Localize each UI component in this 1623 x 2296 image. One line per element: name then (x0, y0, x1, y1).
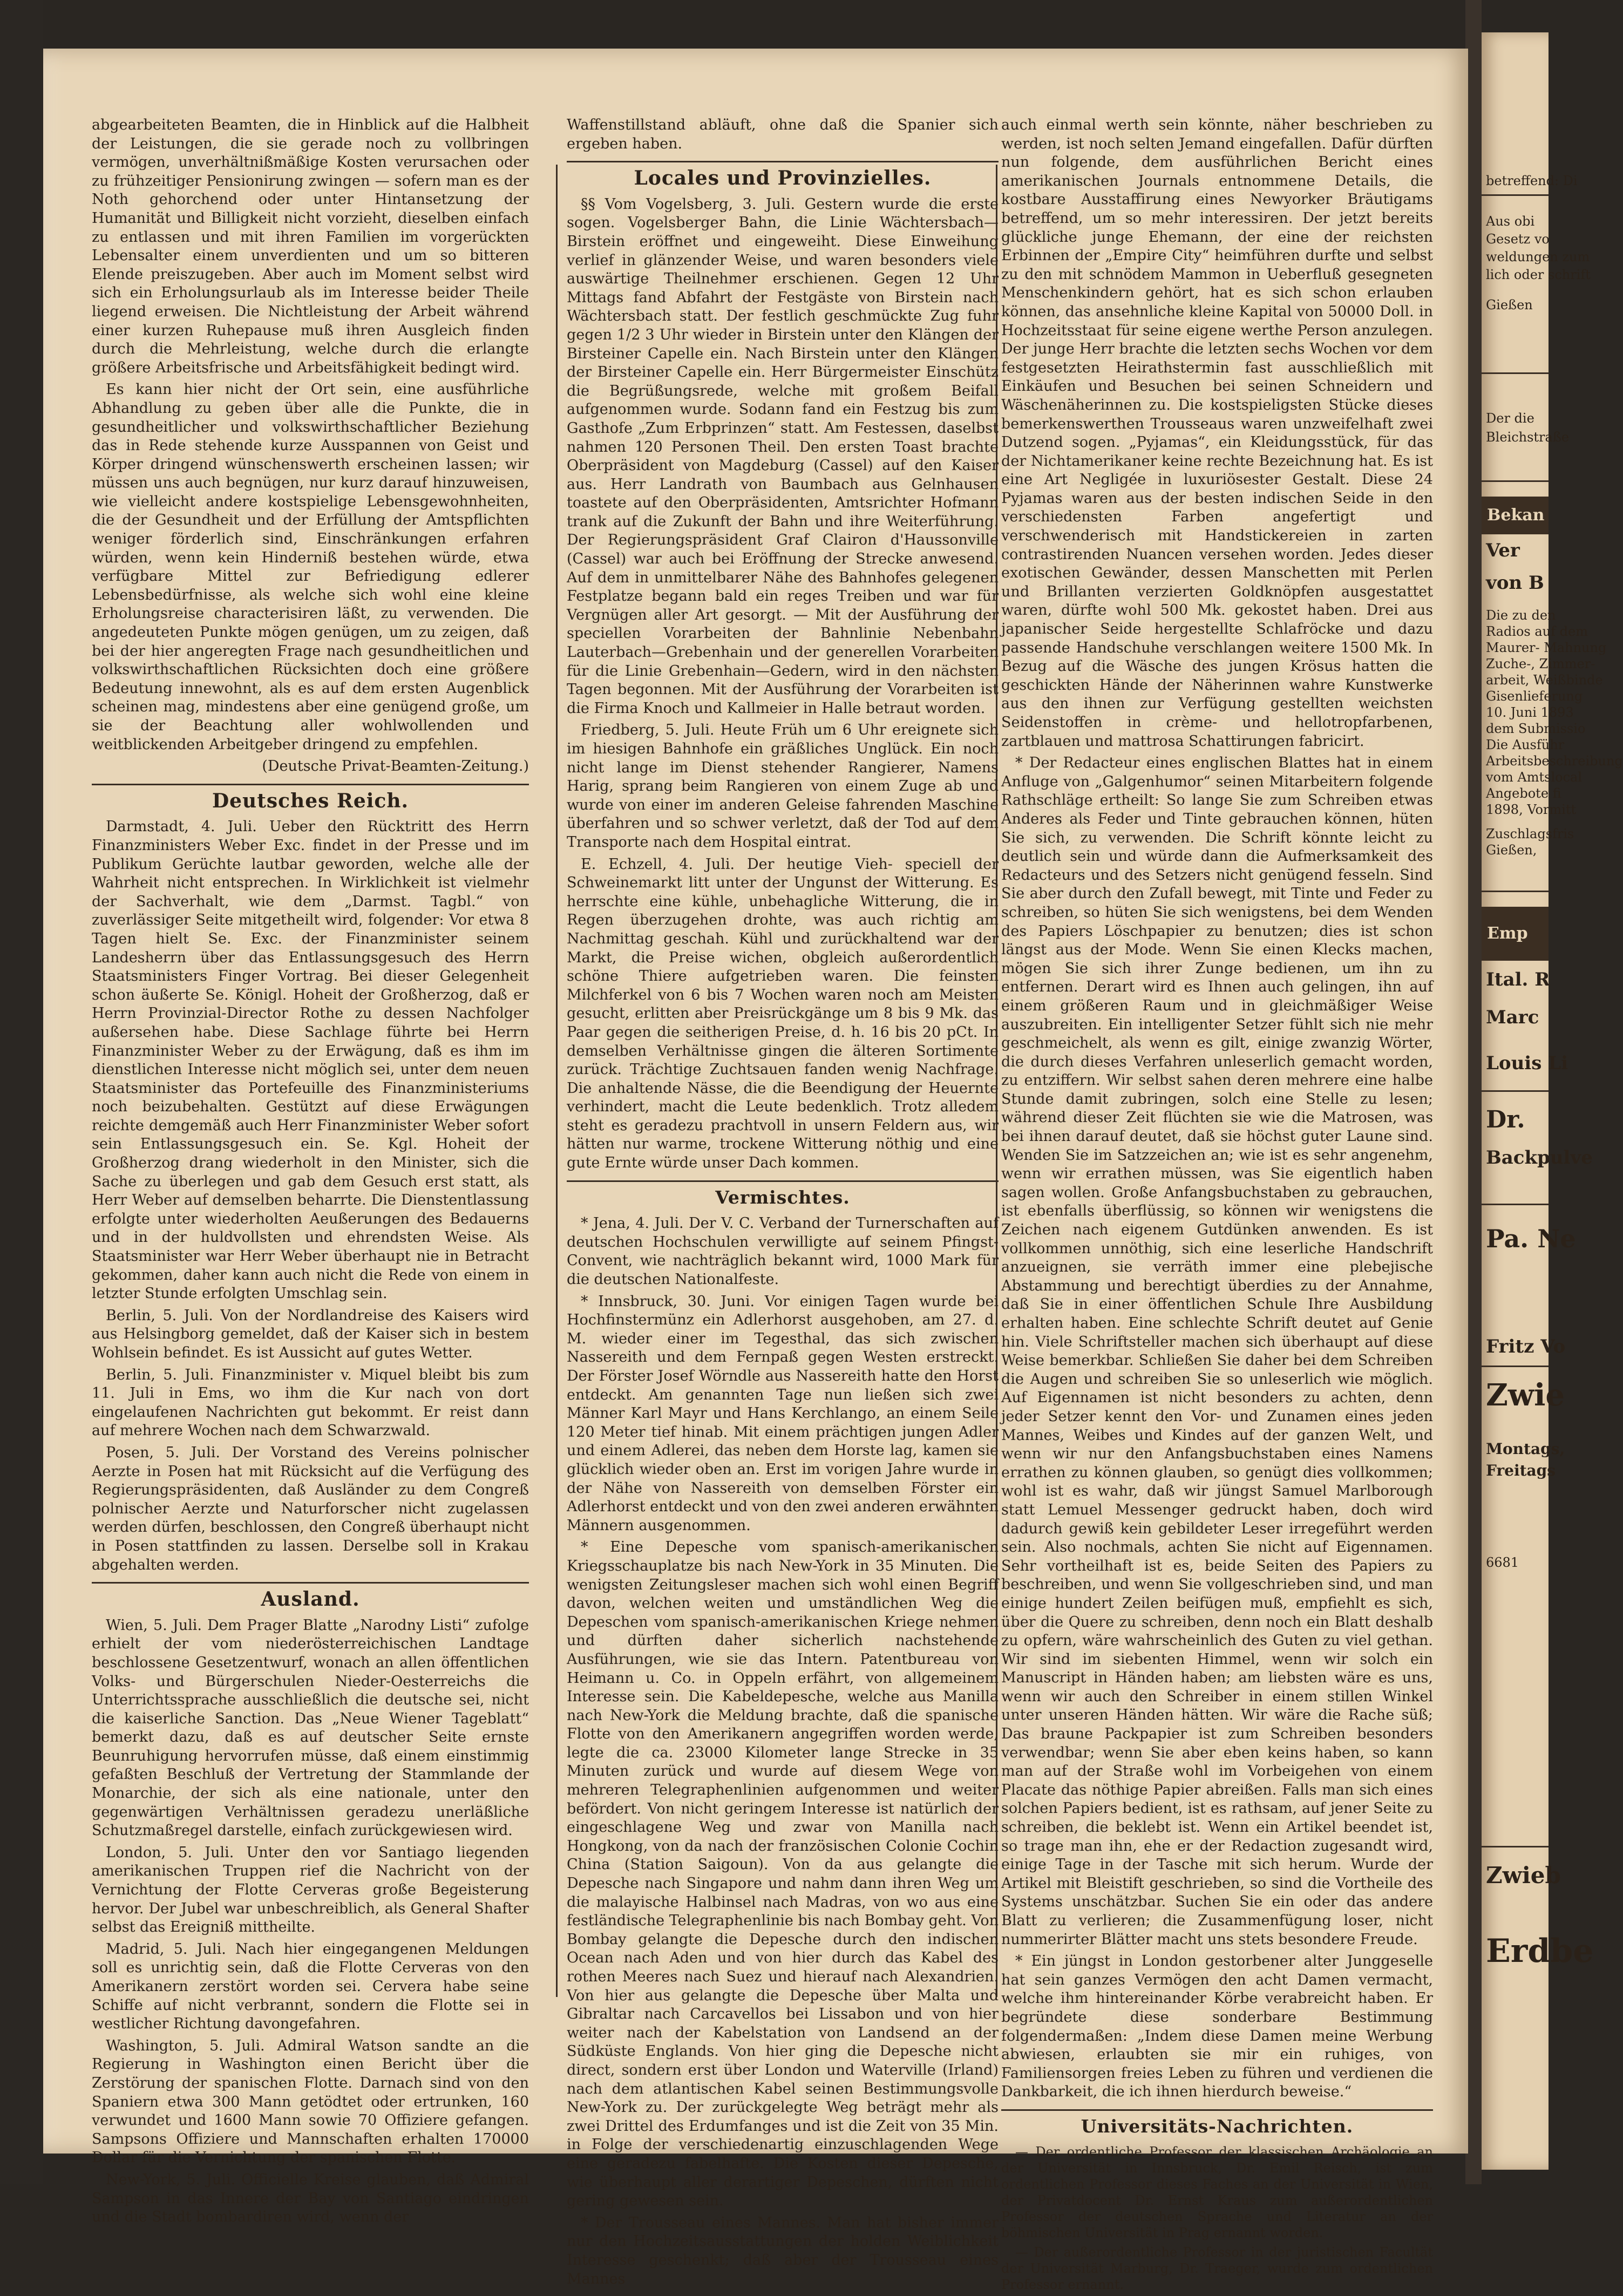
fragment-banner: Emp (1482, 907, 1549, 961)
article-paragraph: abgearbeiteten Beamten, die in Hinblick auf die Halbheit der Leistungen, die sie gerade noch zu vollbringen vermögen, unverhältnißmäßige Kosten verursachen oder zu frühzeitiger Pensionirung zwingen — sofern man es der Noth gehorchend oder unter Hintansetzung der Humanität und Billigkeit nicht vorzieht, dieselben einfach zu entlassen und mit ihren Familien im vorgerückten Lebensalter einem unverdienten und um so bitteren Elende preiszugeben. Aber auch im Moment selbst wird sich ein Erholungsurlaub als im Interesse beider Theile liegend erweisen. Die Nichtleistung der Arbeit während einer kurzen Ruhepause muß ihren Ausgleich finden durch die Mehrleistung, welche durch die erlangte größere Arbeitsfrische und Arbeitsfähigkeit bedingt wird. (92, 117, 529, 376)
news-item: * Ein jüngst in London gestorbener alter Junggeselle hat sein ganzes Vermögen den acht Damen vermacht, welche ihm hintereinander Körbe verabreicht haben. Er begründete diese sonderbare Bestimmung folgendermaßen: „Indem diese Damen meine Werbung abwiesen, erlaubten sie mir ein ruhiges, von Familiensorgen freies Leben zu führen und verdienen die Dankbarkeit, die ich ihnen hierdurch beweise.“ (1001, 1953, 1433, 2101)
fragment-divider (1482, 372, 1549, 374)
fragment-text: Fritz Vo (1486, 1336, 1566, 1357)
fragment-banner: Bekan (1482, 497, 1549, 534)
fragment-divider (1482, 1846, 1549, 1847)
fragment-divider (1482, 1204, 1549, 1205)
fragment-divider (1482, 1366, 1549, 1367)
fragment-text: Montags, (1486, 1440, 1565, 1458)
news-item: Wien, 5. Juli. Dem Prager Blatte „Narodny Listi“ zufolge erhielt der vom niederösterreichischen Landtage beschlossene Gesetzentwurf, wonach an allen öffentlichen Volks- und Bürgerschulen Nieder-Oesterreichs die Unterrichtssprache ausschließlich die deutsche sei, nicht die kaiserliche Sanction. Das „Neue Wiener Tageblatt“ bemerkt dazu, daß es auf deutscher Seite ernste Beunruhigung hervorrufen müsse, daß einem einstimmig gefaßten Beschluß der Vertretung der Stammlande der Monarchie, der sich als eine nationale, unter den gegenwärtigen Verhältnissen geradezu unerläßliche Schutzmaßregel darstelle, einfach zurückgewiesen wird. (92, 1616, 529, 1839)
fragment-text: Zuschlagsfris (1486, 826, 1574, 841)
section-heading-locales: Locales und Provinzielles. (634, 167, 932, 190)
section-divider (1001, 2109, 1433, 2111)
fragment-text: Pa. Ne (1486, 1224, 1576, 1253)
fragment-text: lich oder schrift (1486, 267, 1591, 282)
news-item: E. Echzell, 4. Juli. Der heutige Vieh- speciell der Schweinemarkt litt unter der Ungunst der Witterung. Es herrschte eine kühle, unbehagliche Witterung, die in Regen überzugehen drohte, was auch richtig am Nachmittag geschah. Kühl und zurückhaltend war der Markt, die Preise wichen, obgleich außerordentlich schöne Thiere aufgetrieben waren. Die feinsten Milchferkel von 6 bis 7 Wochen waren noch am Meisten gesucht, erlitten aber Preisrückgänge um 8 bis 9 Mk. das Paar gegen die seitherigen Preise, d. h. 16 bis 20 pCt. In demselben Verhältnisse gingen die älteren Sortimente zurück. Trächtige Zuchtsauen fanden wenig Nachfrage. Die anhaltende Nässe, die die Beendigung der Heuernte verhindert, macht die Leute bedenklich. Trotz alledem steht es geradezu prachtvoll in unsern Feldern aus, wir hätten nur warme, trockene Witterung nöthig und eine gute Ernte würde unser Dach kommen. (567, 855, 999, 1172)
section-divider (92, 1582, 529, 1584)
fragment-text: Zuche-, Zimmer- (1486, 656, 1595, 671)
fragment-text: Radios auf dem (1486, 624, 1588, 639)
section-divider (92, 784, 529, 785)
fragment-text: Zwieb (1486, 1862, 1561, 1889)
news-item: — Der außerordentliche Professor in der juristischen Facultät der Universität Marburg, Dr. Traeger, wurde zum ordentlichen Professor ernannt. (1001, 2244, 1433, 2292)
fragment-text: arbeit, Weißbinde (1486, 673, 1603, 688)
column-rule-1 (556, 165, 558, 1997)
fragment-text: 1898, Vormitt (1486, 802, 1577, 817)
fragment-text: Ital. R (1486, 969, 1550, 990)
fragment-text: Die zu den (1486, 608, 1556, 623)
news-item: * Jena, 4. Juli. Der V. C. Verband der Turnerschaften auf deutschen Hochschulen verwilligte auf seinem Pfingst-Convent, wie nachträglich bekannt wird, 1000 Mark für die deutschen Nationalfeste. (567, 1215, 999, 1288)
fragment-text: weldungen zum (1486, 249, 1590, 264)
fragment-text: Marc (1486, 1007, 1539, 1028)
news-item: New-York, 5. Juli. Officielle Kreise glauben, daß Admiral Sampson in das Innere der Bay von Santiago eindringen und die Stadt bombardiren wird, wenn der (92, 2171, 529, 2226)
column-1 (92, 116, 529, 2230)
fragment-text: Freitags (1486, 1462, 1556, 1479)
article-source: (Deutsche Privat-Beamten-Zeitung.) (262, 758, 529, 775)
news-item: * Der Trousseau eines Mannes. Man hat bisher immer nur den Hochzeitsausstattungen der holden Weiblichkeit Interesse geschenkt; daß aber der Trousseau eines Mannes (567, 2214, 999, 2287)
next-page-edge (1482, 32, 1623, 2170)
news-item: Washington, 5. Juli. Admiral Watson sandte an die Regierung in Washington einen Bericht über die Zerstörung der spanischen Flotte. Darnach sind von den Spaniern etwa 300 Mann getödtet oder ertrunken, 160 verwundet und 1600 Mann sowie 70 Offiziere gefangen. Sampsons Offiziere und Mannschaften erhalten 170000 Dollar für die Vernichtung der spanischen Flotte. (92, 2037, 529, 2166)
fragment-text: Ver (1486, 540, 1520, 561)
fragment-text: 6681 (1486, 1555, 1519, 1570)
fragment-text: Die Ausführ (1486, 737, 1565, 752)
fragment-divider (1482, 194, 1549, 196)
news-item: * Eine Depesche vom spanisch-amerikanischen Kriegsschauplatze bis nach New-York in 35 Minuten. Die wenigsten Zeitungsleser machen sich wohl einen Begriff davon, welchen weiten und umständlichen Weg die Depeschen vom spanisch-amerikanischen Kriege nehmen und dürften daher sicherlich nachstehende Ausführungen, wie sie das Intern. Patentbureau von Heimann u. Co. in Oppeln erfährt, von allgemeinem Interesse sein. Die Kabeldepesche, welche aus Manilla nach New-York die Meldung brachte, daß die spanische Flotte von den Amerikanern angegriffen worden werde, legte die ca. 23000 Kilometer lange Strecke in 35 Minuten zurück und wurde auf diesem Wege von mehreren Telegraphenlinien aufgenommen und weiter befördert. Von nicht geringem Interesse ist natürlich der eingeschlagene Weg und zwar von Manilla nach Hongkong, von da nach der französischen Colonie Cochin China (Station Saigoun). Von da aus gelangte die Depesche nach Singapore und nahm dann ihren Weg um die malayische Halbinsel nach Madras, von wo aus eine festländische Telegraphenlinie bis nach Bombay geht. Von Bombay gelangte die Depesche durch den indischen Ocean nach Aden und von hier durch das Kabel des rothen Meeres nach Suez und hierauf nach Alexandrien. Von hier aus gelangte die Depesche über Malta und Gibraltar nach Carcavellos bei Lissabon und von hier weiter nach der Kabelstation von Landsend an der Südküste Englands. Von hier ging die Depesche nicht direct, sondern erst über London und Waterville (Irland) nach dem atlantischen Kabel seinen Bestimmungsvolle New-York zu. Der zurückgelegte Weg beträgt mehr als zwei Drittel des Erdumfanges und ist die Zeit von 35 Min. in Folge der verschiedenartig einzuschlagenden Wege eine geradezu fabelhafte. Die Kosten dieser Depesche, wie überhaupt aller derartiger Depeschen, dürften nicht gering gewesen sein. (567, 1539, 999, 2210)
fragment-text: Aus obi (1486, 214, 1535, 229)
fragment-text: dem Submissio (1486, 721, 1586, 736)
news-item: Madrid, 5. Juli. Nach hier eingegangenen Meldungen soll es unrichtig sein, daß die Flotte Cerveras von den Amerikanern zerstört worden sei. Cervera habe seine Schiffe auf nicht verbrannt, sondern die Flotte sei in westlicher Richtung davongefahren. (92, 1940, 529, 2033)
news-item: Friedberg, 5. Juli. Heute Früh um 6 Uhr ereignete sich im hiesigen Bahnhofe ein gräßliches Unglück. Ein noch nicht lange im Dienst stehender Rangierer, Namens Harig, sprang beim Rangieren von einem Zuge ab und wurde von einer im anderen Geleise fahrenden Maschine überfahren und so schwer verletzt, daß der Tod auf dem Transporte nach dem Hospital eintrat. (567, 722, 999, 851)
article-paragraph: Es kann hier nicht der Ort sein, eine ausführliche Abhandlung zu geben über alle die Punkte, die in gesundheitlicher und volkswirthschaftlicher Beziehung das in Rede stehende kurze Ausspannen von Geist und Körper dringend wünschenswerth erscheinen lassen; wir müssen uns auch begnügen, nur kurz darauf hinzuweisen, wie vielleicht andere kostspielige Lebensgewohnheiten, die der Gesundheit und der Erfüllung der Amtspflichten weniger förderlich sind, Einschränkungen erfahren würden, wenn kein Hinderniß bestehen würde, etwa verfügbare Mittel zur Befriedigung edlerer Lebensbedürfnisse, als welche sich wohl eine kleine Erholungsreise characterisiren läßt, zu verwenden. Die angedeuteten Punkte mögen genügen, um zu zeigen, daß bei der hier angeregten Frage nach gesundheitlichen und volkswirthschaftlichen Rücksichten doch eine größere Bedeutung innewohnt, als es auf dem ersten Augenblick scheinen mag, mindestens aber eine genügend große, um sie der Beachtung aller wohlwollenden und weitblickenden Arbeitgeber dringend zu empfehlen. (92, 381, 529, 753)
article-paragraph: auch einmal werth sein könnte, näher beschrieben zu werden, ist noch selten Jemand eingefallen. Dafür dürften nun folgende, dem ausführlichen Bericht eines amerikanischen Journals entnommene Details, die kostbare Ausstaffirung eines Newyorker Bräutigams betreffend, um so mehr interessiren. Der jetzt bereits glückliche junge Ehemann, der eine der reichsten Erbinnen der „Empire City“ heimführen durfte und selbst zu den mit schnödem Mammon in Ueberfluß gesegneten Menschenkindern gehört, hat es sich schon erlauben können, das ansehnliche kleine Kapital von 50000 Doll. in Hochzeitsstaat für seine eigene werthe Person anzulegen. Der junge Herr brachte die letzten sechs Wochen vor dem festgesetzten Heirathstermin fast ausschließlich mit Einkäufen und Besuchen bei seinen Schneidern und Wäschenäherinnen zu. Die kostspieligsten Stücke dieses bemerkenswerthen Trousseaus waren unzweifelhaft zwei Dutzend sogen. „Pyjamas“, ein Kleidungsstück, für das der Nichtamerikaner keine rechte Bezeichnung hat. Es ist eine Art Negligée in luxuriösester Gestalt. Diese 24 Pyjamas waren aus der besten indischen Seide in den verschiedensten Farben angefertigt und verschwenderisch mit Handstickereien in zarten contrastirenden Nuancen versehen worden. Jedes dieser exotischen Gewänder, dessen Manschetten mit Perlen und Brillanten verzierten Goldknöpfen ausgestattet waren, dürfte wohl 500 Mk. gekostet haben. Drei aus japanischer Seide hergestellte Schlafröcke und dazu passende Handschuhe verschlangen weitere 1500 Mk. In Bezug auf die Wäsche des jungen Krösus hatten die geschickten Hände der Näherinnen wahre Kunstwerke aus den ihnen zur Verfügung gestellten weichsten Seidenstoffen in crème- und hellotropfarbenen, zartblauen und mattrosa Schattirungen fabricirt. (1001, 117, 1433, 750)
fragment-text: Dr. (1486, 1106, 1525, 1133)
column-2 (567, 116, 999, 2292)
news-item: Berlin, 5. Juli. Finanzminister v. Miquel bleibt bis zum 11. Juli in Ems, wo ihm die Kur nach von dort eingelaufenen Nachrichten gut bekommt. Er reist dann auf mehrere Wochen nach dem Schwarzwald. (92, 1366, 529, 1439)
fragment-text: Maurer- Mahnung (1486, 640, 1607, 655)
section-heading-ausland: Ausland. (261, 1588, 360, 1611)
news-item: * Der Redacteur eines englischen Blattes hat in einem Anfluge von „Galgenhumor“ seinen Mitarbeitern folgende Rathschläge ertheilt: So lange Sie zum Schreiben etwas Anderes als Feder und Tinte gebrauchen können, hüten Sie sich, zu verwenden. Die Schrift könnte leicht zu deutlich sein und würde dann die Aufmerksamkeit des Redacteurs und des Setzers nicht genügend fesseln. Sind Sie aber durch den Zufall bewegt, mit Tinte und Feder zu schreiben, so hüten Sie sich wenigstens, bei dem Wenden des Papiers Löschpapier zu benutzen; dies ist schon längst aus der Mode. Wenn Sie einen Klecks machen, mögen Sie sich ihrer Zunge bedienen, um ihn zu entfernen. Derart wird es Ihnen auch gelingen, ihn auf einem größeren Raum und in gleichmäßiger Weise auszubreiten. Ein intelligenter Setzer fühlt sich nie mehr geschmeichelt, als wenn es gilt, einige zwanzig Wörter, die durch dieses Verfahren unleserlich gemacht worden, zu entziffern. Wir selbst sahen deren mehrere eine halbe Stunde damit zubringen, solch eine Stelle zu lesen; während dieser Zeit flüchten sie wie die Matrosen, was bei ihnen darauf deutet, daß sie höchst guter Laune sind. Wenden Sie im Satzzeichen an; wie ist es sehr angenehm, wenn wir errathen müssen, was Sie eigentlich haben sagen wollen. Große Anfangsbuchstaben zu gebrauchen, ist ebenfalls überflüssig, so können wir wenigstens die Zeichen nach eigenem Gutdünken anwenden. Es ist vollkommen unnöthig, sich eine leserliche Handschrift anzueignen, sie verräth immer eine plebejische Abstammung und berechtigt überdies zu der Annahme, daß Sie in einer öffentlichen Schule Ihre Ausbildung erhalten haben. Eine schlechte Schrift deutet auf Genie hin. Viele Schriftsteller machen sich überhaupt auf diese Weise bemerkbar. Schließen Sie daher bei dem Schreiben die Augen und schreiben Sie so unleserlich wie möglich. Auf Eigennamen ist nicht besonders zu achten, denn jeder Setzer kennt den Vor- und Zunamen eines jeden Mannes, Weibes und Kindes auf der ganzen Welt, und wenn wir nur den Anfangsbuchstaben eines Namens errathen zu können glauben, so genügt dies vollkommen; wohl ist es wahr, daß wir jüngst Samuel Marlborough statt Lemuel Messenger gedruckt haben, doch wird dadurch gewiß kein gebildeter Leser irregeführt werden sein. Also nochmals, achten Sie nicht auf Eigennamen. Sehr vortheilhaft ist es, beide Seiten des Papiers zu beschreiben, und wenn Sie vollgeschrieben sind, und man einige hundert Zeilen beifügen muß, empfiehlt es sich, über die Quere zu schreiben, denn noch ein Blatt deshalb zu opfern, wäre wahrscheinlich des Guten zu viel gethan. Wir sind im siebenten Himmel, wenn wir solch ein Manuscript in Händen haben; am liebsten wäre es uns, wenn wir auch den Schreiber in einem stillen Winkel unter unseren Händen hätten. Wir wäre die Rache süß; Das braune Packpapier ist zum Schreiben besonders verwendbar; wenn Sie aber eben keins haben, so kann man auf der Straße wohl im Vorbeigehen von einem Placate das nöthige Papier abreißen. Falls man sich eines solchen Papiers bedient, ist es rathsam, auf jener Seite zu schreiben, die beklebt ist. Wenn ein Artikel beendet ist, so trage man ihn, ehe er der Redaction zugesandt wird, einige Tage in der Tasche mit sich herum. Wurde der Artikel mit Bleistift geschrieben, so sind die Vortheile des Systems unschätzbar. Suchen Sie ein oder das andere Blatt zu verlieren; die Zusammenfügung loser, nicht nummerirter Blätter macht uns stets besondere Freude. (1001, 755, 1433, 1948)
article-paragraph: Waffenstillstand abläuft, ohne daß die Spanier sich ergeben haben. (567, 117, 999, 152)
news-item: * Innsbruck, 30. Juni. Vor einigen Tagen wurde bei Hochfinstermünz ein Adlerhorst ausgehoben, am 27. d. M. wieder einer im Tegesthal, das sich zwischen Nassereith und dem Fernpaß gegen Westen erstreckt. Der Förster Josef Wörndle aus Nassereith hatte den Horst entdeckt. Am genannten Tage nun ließen sich zwei Männer Karl Mayr und Hans Kerchlango, an einem Seile 120 Meter tief hinab. Mit einem prächtigen jungen Adler und einem Adlerei, das neben dem Horste lag, kamen sie glücklich wieder oben an. Erst im vorigen Jahre wurde in der Nähe von Nassereith von demselben Förster ein Adlerhorst entdeckt und von den zwei anderen erwähnten Männern ausgenommen. (567, 1293, 999, 1534)
section-heading-vermischtes: Vermischtes. (715, 1186, 850, 1208)
fragment-text: Backpulve (1486, 1147, 1593, 1169)
fragment-text: Gesetz vo (1486, 232, 1550, 247)
section-divider (567, 1180, 999, 1182)
news-item: Berlin, 5. Juli. Von der Nordlandreise des Kaisers wird aus Helsingborg gemeldet, daß der Kaiser sich in bestem Wohlsein befindet. Es ist Aussicht auf gutes Wetter. (92, 1307, 529, 1361)
fragment-text: vom Amtslocal (1486, 770, 1582, 785)
news-item: Posen, 5. Juli. Der Vorstand des Vereins polnischer Aerzte in Posen hat mit Rücksicht auf die Verfügung des Regierungspräsidenten, daß Ausländer zu dem Congreß polnischer Aerzte und Naturforscher nicht zugelassen werden dürfen, beschlossen, den Congreß überhaupt nicht in Posen stattfinden zu lassen. Derselbe soll in Krakau abgehalten werden. (92, 1444, 529, 1573)
fragment-divider (1482, 891, 1549, 892)
section-heading-universitaet: Universitäts-Nachrichten. (1081, 2115, 1354, 2137)
fragment-text: Bleichstraße (1486, 430, 1570, 445)
fragment-text: Louis Li (1486, 1052, 1568, 1074)
scan-background-left (0, 0, 43, 2184)
fragment-text: betreffend: Di (1486, 173, 1578, 188)
fragment-divider (1482, 1090, 1549, 1092)
fragment-text: Gießen, (1486, 843, 1537, 858)
column-3 (1001, 116, 1433, 2296)
section-divider (567, 161, 999, 162)
fragment-divider (1482, 480, 1549, 482)
fragment-text: Gisenlieferung (1486, 689, 1583, 704)
news-item: London, 5. Juli. Unter den vor Santiago liegenden amerikanischen Truppen rief die Nachricht von der Vernichtung der Flotte Cerveras große Begeisterung hervor. Der Jubel war unbeschreiblich, als General Shafter selbst das Ereigniß mittheilte. (92, 1844, 529, 1936)
news-item: §§ Vom Vogelsberg, 3. Juli. Gestern wurde die erste sogen. Vogelsberger Bahn, die Linie Wächtersbach—Birstein eröffnet und eingeweiht. Diese Einweihung verlief in glänzender Weise, und waren besonders viele auswärtige Theilnehmer erschienen. Gegen 12 Uhr Mittags fand Abfahrt der Festgäste von Birstein nach Wächtersbach statt. Der festlich geschmückte Zug fuhr gegen 1/2 3 Uhr wieder in Birstein unter den Klängen der Birsteiner Capelle ein. Nach Birstein unter den Klängen der Birsteiner Capelle ein. Herr Bürgermeister Einschütz die Begrüßungsrede, welche mit großem Beifall aufgenommen wurde. Sodann fand ein Festzug bis zum Gasthofe „Zum Erbprinzen“ statt. Am Festessen, daselbst nahmen 120 Personen Theil. Den ersten Toast brachte Oberpräsident von Magdeburg (Cassel) auf den Kaiser aus. Herr Landrath von Baumbach aus Gelnhausen toastete auf den Oberpräsidenten, Amtsrichter Hofmann trank auf die Zukunft der Bahn und ihre Weiterführung. Der Regierungspräsident Graf Clairon d'Haussonville (Cassel) war auch bei Eröffnung der Strecke anwesend. Auf dem in unmittelbarer Nähe des Bahnhofes gelegenen Festplatze begann bald ein reges Treiben und war für Vergnügen aller Art gesorgt. — Mit der Ausführung der speciellen Vorarbeiten der Bahnlinie Nebenbahn Lauterbach—Grebenhain und der generellen Vorarbeiten für die Linie Grebenhain—Gedern, wird in den nächsten Tagen begonnen. Mit der Ausführung der Vorarbeiten ist die Firma Knoch und Kallmeier in Halle betraut worden. (567, 195, 999, 717)
news-item: Darmstadt, 4. Juli. Ueber den Rücktritt des Herrn Finanzministers Weber Exc. findet in der Presse und im Publikum Gerüchte lautbar geworden, welche alle der Wahrheit nicht entsprechen. In Wirklichkeit ist vielmehr der Sachverhalt, wie dem „Darmst. Tagbl.“ von zuverlässiger Seite mitgetheilt wird, folgender: Vor etwa 8 Tagen hielt Se. Exc. der Finanzminister seinem Landesherrn über das Entlassungsgesuch des Herrn Staatsministers Finger Vortrag. Bei dieser Gelegenheit schon äußerte Se. Königl. Hoheit der Großherzog, daß er Herrn Provinzial-Director Rothe zu dessen Nachfolger außersehen habe. Diese Sachlage führte bei Herrn Finanzminister Weber zu der Erwägung, daß es ihm im dienstlichen Interesse nicht möglich sei, unter dem neuen Staatsminister das Portefeuille des Finanzministeriums noch beizubehalten. Gestützt auf diese Erwägungen reichte demgemäß auch Herr Finanzminister Weber sofort sein Entlassungsgesuch ein. Se. Kgl. Hoheit der Großherzog drang wiederholt in den Minister, sich die Sache zu überlegen und gab dem Gesuch erst statt, als Herr Weber auf demselben beharrte. Die Dienstentlassung erfolgte unter wiederholten Aeußerungen des Bedauerns und in der huldvollsten und ehrendsten Weise. Als Staatsminister war Herr Weber überhaupt nie in Betracht gekommen, daher kann auch nicht die Rede von einem in letzter Stunde erfolgten Umschlag sein. (92, 818, 529, 1302)
fragment-text: 10. Juni 1893 (1486, 705, 1574, 720)
fragment-text: Arbeitsbeschreibung (1486, 753, 1623, 769)
fragment-text: Der die (1486, 411, 1534, 426)
fragment-text: von B (1486, 572, 1544, 594)
fragment-text: Zwie (1486, 1377, 1565, 1413)
news-item: — Der ordentliche Professor der klassischen Archäologie an der Universität in Innsbruck, Dr. Emil Reisch, ist zum ordentlichen Professor dieses Faches an der Universität in Wien, der Privatdocent Dr. Ernst Kraus zum außerordentlichen Professor der deutschen Sprache und Literatur an der böhmischen Universität in Prag ernannt worden. (1001, 2144, 1433, 2240)
fragment-text: Erdbe (1486, 1932, 1594, 1970)
fragment-text: Angebote fi (1486, 786, 1561, 801)
fragment-text: Gießen (1486, 297, 1533, 313)
section-heading-reich: Deutsches Reich. (212, 789, 409, 812)
